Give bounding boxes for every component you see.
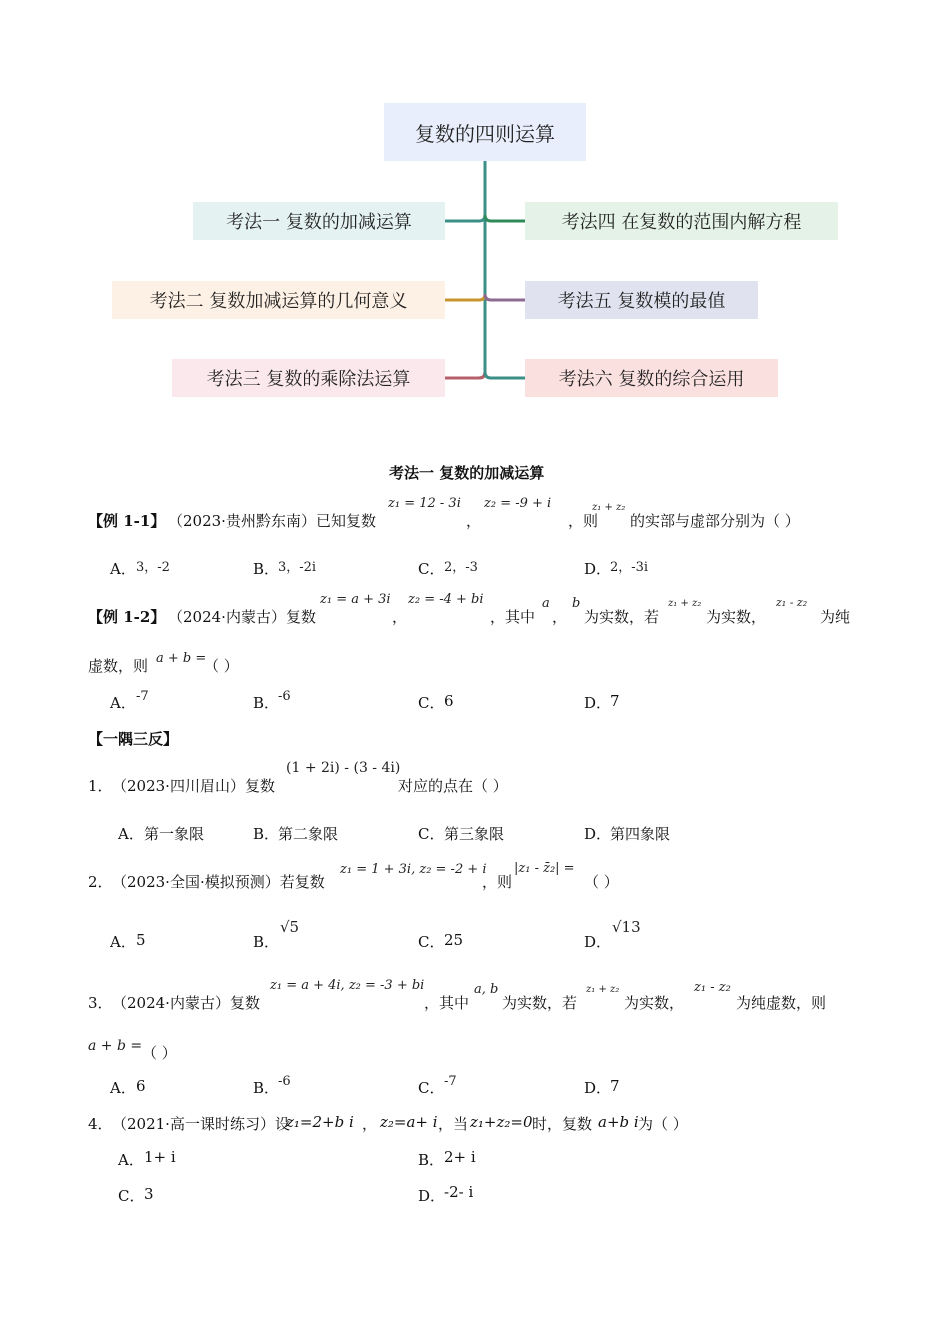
- q4-expr: a+b i: [598, 1113, 639, 1131]
- q3-opt-d: 7: [610, 1077, 620, 1095]
- mindmap-node-3: 考法三 复数的乘除法运算: [172, 359, 445, 397]
- q4-opt-c: 3: [144, 1185, 154, 1203]
- ex11-sum: z₁ + z₂: [592, 502, 626, 513]
- ex11-head: 【例 1-1】: [88, 512, 166, 530]
- q3-opt-a-label: A．: [110, 1079, 136, 1097]
- ex11-opt-b: 3，-2i: [278, 560, 317, 575]
- connector-b6: [485, 372, 525, 378]
- ex11-opt-d-label: D．: [584, 560, 612, 578]
- q3-diff: z₁ - z₂: [694, 980, 731, 995]
- ex12-sum: z₁ + z₂: [668, 598, 702, 609]
- section-title: 考法一 复数的加减运算: [389, 464, 545, 482]
- connector-b3: [445, 372, 485, 378]
- ex12-source: （2024·内蒙古）复数: [168, 608, 316, 626]
- q3-sum: z₁ + z₂: [586, 984, 620, 995]
- q2-opt-a-label: A．: [110, 933, 136, 951]
- q4-opt-b: 2+ i: [444, 1148, 476, 1166]
- ex12-line2b: （ ）: [204, 657, 239, 675]
- trunk-line: [445, 161, 485, 378]
- q2-opt-b: √5: [280, 918, 300, 936]
- q3-source: （2024·内蒙古）复数: [112, 994, 260, 1012]
- q1-opt-a: 第一象限: [144, 825, 205, 843]
- q4-comma: ，: [362, 1115, 378, 1133]
- ex12-comma2: ，: [552, 608, 568, 626]
- ex11-opt-c: 2，-3: [444, 560, 478, 575]
- ex12-ab: a + b =: [156, 651, 207, 666]
- ex12-opt-c: 6: [444, 692, 454, 710]
- ex11-z2: z₂ = -9 + i: [484, 496, 552, 511]
- q3-tail: 为纯虚数，则: [736, 994, 827, 1012]
- ex12-shi: 为实数，若: [584, 608, 660, 626]
- ex12-opt-a: -7: [136, 689, 149, 704]
- ex12-shi2: 为实数，: [706, 608, 767, 626]
- ex12-opt-d: 7: [610, 692, 620, 710]
- ex12-comma: ，: [392, 608, 408, 626]
- q4-opt-c-label: C．: [118, 1187, 145, 1205]
- mindmap-node-1: 考法一 复数的加减运算: [193, 202, 445, 240]
- q1-opt-d: 第四象限: [610, 825, 671, 843]
- practice-heading: 【一隅三反】: [88, 730, 179, 748]
- ex12-a: a: [542, 596, 550, 611]
- q4-opt-d-label: D．: [418, 1187, 446, 1205]
- q2-expr: z₁ = 1 + 3i, z₂ = -2 + i: [340, 862, 487, 877]
- q2-tail: （ ）: [584, 873, 619, 891]
- q1-tail: 对应的点在（ ）: [398, 777, 508, 795]
- ex11-source: （2023·贵州黔东南）已知复数: [168, 512, 376, 530]
- ex12-tail: 为纯: [820, 608, 851, 626]
- q1-opt-c-label: C．: [418, 825, 445, 843]
- q4-opt-a: 1+ i: [144, 1148, 176, 1166]
- q2-mod: |z₁ - z̄₂| =: [514, 861, 575, 876]
- ex12-head: 【例 1-2】: [88, 608, 166, 626]
- q3-opt-a: 6: [136, 1077, 146, 1095]
- ex11-opt-b-label: B．: [253, 560, 280, 578]
- q1-expr: (1 + 2i) - (3 - 4i): [286, 760, 401, 776]
- connector-b5: [485, 294, 525, 300]
- q4-tail: 为（ ）: [638, 1115, 688, 1133]
- q3-num: 3．: [88, 994, 113, 1012]
- mindmap-node-4: 考法四 在复数的范围内解方程: [525, 202, 838, 240]
- ex12-opt-b: -6: [278, 689, 291, 704]
- q3-shi2: 为实数，: [624, 994, 685, 1012]
- ex11-tail: 的实部与虚部分别为（ ）: [630, 512, 800, 530]
- q4-opt-d: -2- i: [444, 1183, 474, 1201]
- mindmap-root: 复数的四则运算: [384, 103, 586, 161]
- ex11-opt-c-label: C．: [418, 560, 445, 578]
- q3-ab: a, b: [474, 982, 499, 997]
- ex12-b: b: [572, 596, 581, 611]
- ex11-comma: ，: [466, 512, 482, 530]
- q3-expr: z₁ = a + 4i, z₂ = -3 + bi: [270, 978, 425, 993]
- ex12-line2a: 虚数，则: [88, 657, 149, 675]
- ex12-opt-d-label: D．: [584, 694, 612, 712]
- q1-opt-a-label: A．: [118, 825, 144, 843]
- ex11-then: ，则: [568, 512, 599, 530]
- q1-opt-c: 第三象限: [444, 825, 505, 843]
- q2-opt-c-label: C．: [418, 933, 445, 951]
- q2-opt-a: 5: [136, 931, 146, 949]
- q4-z2: z₂=a+ i: [380, 1113, 438, 1131]
- q3-opt-b: -6: [278, 1074, 291, 1089]
- q2-opt-c: 25: [444, 931, 464, 949]
- q3-opt-c: -7: [444, 1074, 457, 1089]
- q4-num: 4．: [88, 1115, 113, 1133]
- q4-opt-b-label: B．: [418, 1151, 445, 1169]
- mindmap-node-5: 考法五 复数模的最值: [525, 281, 758, 319]
- ex11-opt-a-label: A．: [110, 560, 136, 578]
- q2-opt-d: √13: [612, 918, 641, 936]
- ex12-diff: z₁ - z₂: [776, 596, 808, 609]
- ex12-z1: z₁ = a + 3i: [320, 592, 391, 607]
- q3-opt-c-label: C．: [418, 1079, 445, 1097]
- connector-b1: [445, 215, 485, 221]
- ex12-mid: ，其中: [490, 608, 536, 626]
- ex12-opt-a-label: A．: [110, 694, 136, 712]
- ex11-opt-d: 2，-3i: [610, 560, 649, 575]
- q2-opt-b-label: B．: [253, 933, 280, 951]
- q1-num: 1．: [88, 777, 113, 795]
- ex11-z1: z₁ = 12 - 3i: [388, 496, 461, 511]
- q1-source: （2023·四川眉山）复数: [112, 777, 275, 795]
- ex12-z2: z₂ = -4 + bi: [408, 592, 484, 607]
- ex12-opt-c-label: C．: [418, 694, 445, 712]
- q3-mid: ，其中: [424, 994, 470, 1012]
- ex12-opt-b-label: B．: [253, 694, 280, 712]
- connector-b4: [485, 215, 525, 221]
- q1-opt-b-label: B．: [253, 825, 280, 843]
- mindmap-node-2: 考法二 复数加减运算的几何意义: [112, 281, 445, 319]
- q1-opt-b: 第二象限: [278, 825, 339, 843]
- q3-line2b: （ ）: [142, 1044, 177, 1062]
- q4-when2: 时，复数: [532, 1115, 593, 1133]
- q4-source: （2021·高一课时练习）设: [112, 1115, 290, 1133]
- q2-then: ，则: [482, 873, 513, 891]
- mindmap-node-6: 考法六 复数的综合运用: [525, 359, 778, 397]
- q4-opt-a-label: A．: [118, 1151, 144, 1169]
- ex11-opt-a: 3，-2: [136, 560, 170, 575]
- q3-shi: 为实数，若: [502, 994, 578, 1012]
- q3-line2: a + b =: [88, 1038, 143, 1054]
- q4-when: ，当: [438, 1115, 469, 1133]
- q1-opt-d-label: D．: [584, 825, 612, 843]
- q2-source: （2023·全国·模拟预测）若复数: [112, 873, 325, 891]
- connector-b2: [445, 294, 485, 300]
- q3-opt-d-label: D．: [584, 1079, 612, 1097]
- q4-cond: z₁+z₂=0: [470, 1113, 533, 1131]
- q2-num: 2．: [88, 873, 113, 891]
- q4-z1: z₁=2+b i: [286, 1113, 354, 1131]
- q3-opt-b-label: B．: [253, 1079, 280, 1097]
- q2-opt-d-label: D．: [584, 933, 612, 951]
